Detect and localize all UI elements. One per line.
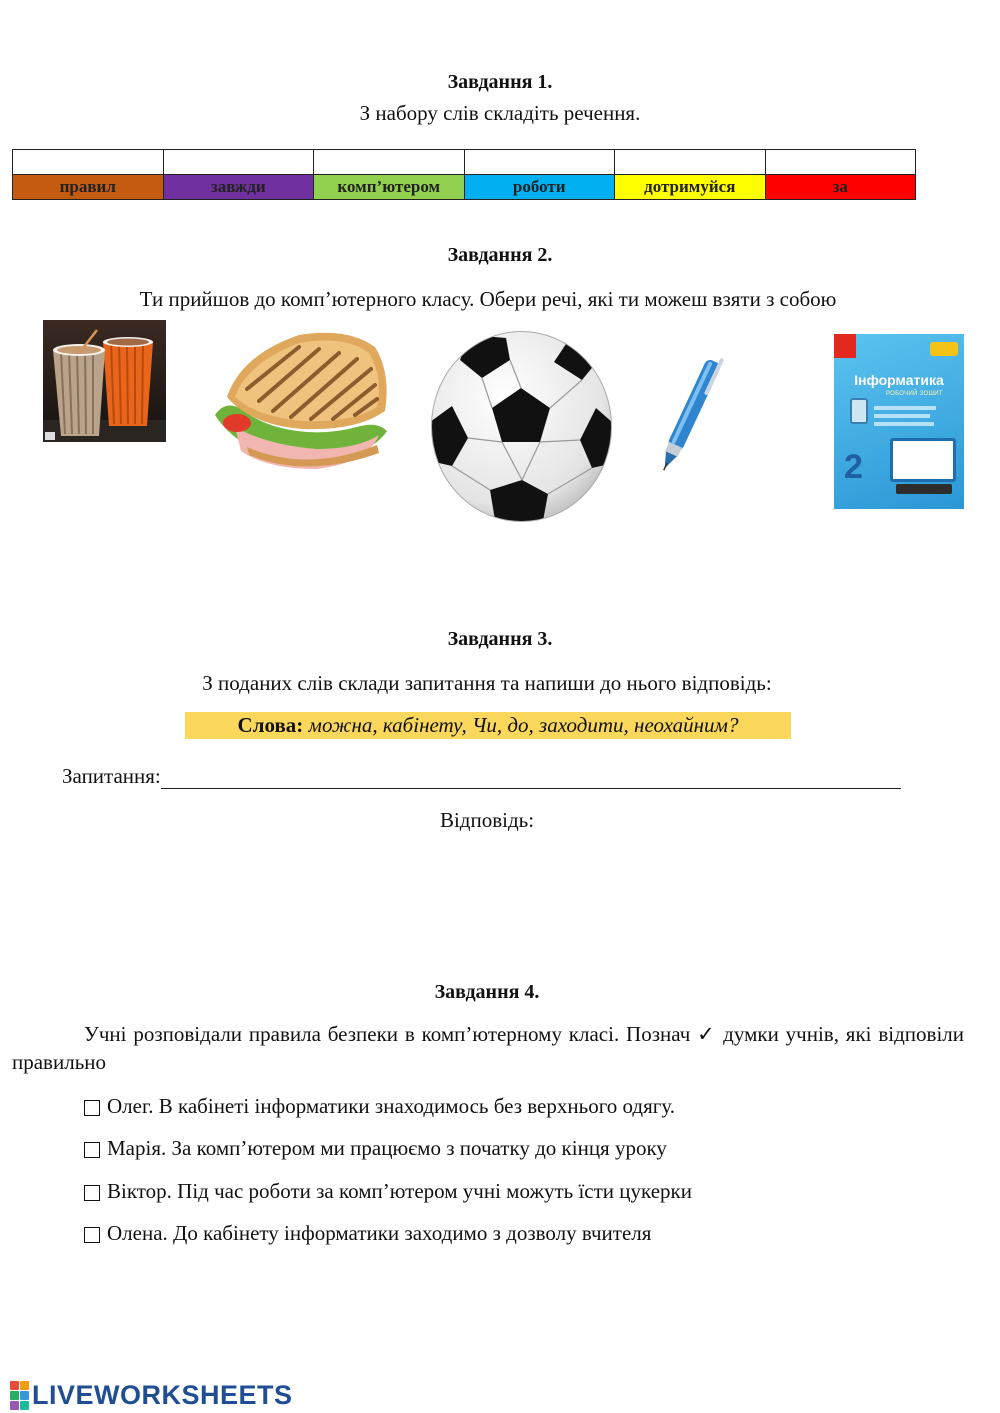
answer-input-4[interactable] — [465, 150, 615, 174]
checkbox[interactable] — [84, 1100, 100, 1116]
soccer-ball-image[interactable] — [430, 330, 613, 523]
sandwich-image[interactable] — [207, 327, 391, 474]
book-subtitle: РОБОЧИЙ ЗОШИТ — [886, 391, 943, 397]
pen-image[interactable] — [648, 350, 732, 478]
answer-cell-2[interactable] — [163, 150, 314, 175]
word-cell: завжди — [163, 175, 314, 200]
liveworksheets-logo[interactable] — [10, 1378, 293, 1412]
option-row[interactable] — [84, 1094, 675, 1119]
checkbox[interactable] — [84, 1185, 100, 1201]
task3-instruction: З поданих слів склади запитання та напиши до нього відповідь: — [202, 671, 772, 695]
option-text: Марія. За комп’ютером ми працюємо з початку до кінця уроку — [107, 1136, 667, 1160]
answer-input-6[interactable] — [766, 150, 916, 174]
checkbox[interactable] — [84, 1142, 100, 1158]
task4-intro: Учні розповідали правила безпеки в комп’ютерному класі. Познач ✓ думки учнів, які відповіли правильно — [12, 1022, 964, 1074]
book-red-corner — [834, 334, 856, 358]
logo-text: LIVEWORKSHEETS — [32, 1379, 293, 1410]
book-grade: 2 — [844, 448, 863, 486]
answer-label: Відповідь: — [439, 808, 535, 832]
book-monitor-icon — [890, 438, 956, 482]
logo-blocks-icon — [10, 1381, 29, 1410]
book-keyboard-icon — [896, 484, 952, 494]
words-list: можна, кабінету, Чи, до, заходити, неохайним? — [303, 713, 739, 737]
question-answer-line[interactable] — [161, 767, 901, 789]
word-order-table — [12, 149, 916, 200]
word-cell: за — [765, 175, 916, 200]
task2-title: Завдання 2. — [447, 244, 553, 266]
word-cell: правил — [13, 175, 164, 200]
word-cell: комп’ютером — [314, 175, 465, 200]
option-text: Олег. В кабінеті інформатики знаходимось без верхнього одягу. — [107, 1094, 676, 1118]
words-label: Слова: — [237, 713, 304, 737]
words-highlight-box — [185, 712, 791, 739]
book-badge — [930, 342, 958, 356]
task4-title: Завдання 4. — [434, 981, 540, 1003]
answer-input-3[interactable] — [314, 150, 464, 174]
answer-cell-6[interactable] — [765, 150, 916, 175]
answer-input-5[interactable] — [615, 150, 765, 174]
answer-input-2[interactable] — [164, 150, 314, 174]
answer-cell-5[interactable] — [615, 150, 766, 175]
question-label: Запитання: — [62, 764, 161, 788]
coffee-cups-image[interactable] — [43, 320, 166, 442]
option-row[interactable] — [84, 1179, 692, 1204]
book-robot-icon — [850, 398, 868, 424]
option-row[interactable] — [84, 1221, 651, 1246]
book-title: Інформатика — [854, 372, 944, 388]
checkbox[interactable] — [84, 1227, 100, 1243]
question-row — [62, 764, 901, 789]
option-text: Олена. До кабінету інформатики заходимо з дозволу вчителя — [107, 1221, 652, 1245]
workbook-image[interactable] — [834, 334, 964, 509]
word-cell: роботи — [464, 175, 615, 200]
answer-input-1[interactable] — [13, 150, 163, 174]
option-text: Віктор. Під час роботи за комп’ютером учні можуть їсти цукерки — [107, 1179, 692, 1203]
task1-title: Завдання 1. — [447, 71, 553, 93]
answer-cell-3[interactable] — [314, 150, 465, 175]
task2-instruction: Ти прийшов до комп’ютерного класу. Обери речі, які ти можеш взяти з собою — [139, 287, 837, 311]
option-row[interactable] — [84, 1136, 667, 1161]
answer-cell-4[interactable] — [464, 150, 615, 175]
word-cell: дотримуйся — [615, 175, 766, 200]
task1-instruction: З набору слів складіть речення. — [359, 101, 641, 125]
task3-title: Завдання 3. — [447, 628, 553, 650]
answer-cell-1[interactable] — [13, 150, 164, 175]
